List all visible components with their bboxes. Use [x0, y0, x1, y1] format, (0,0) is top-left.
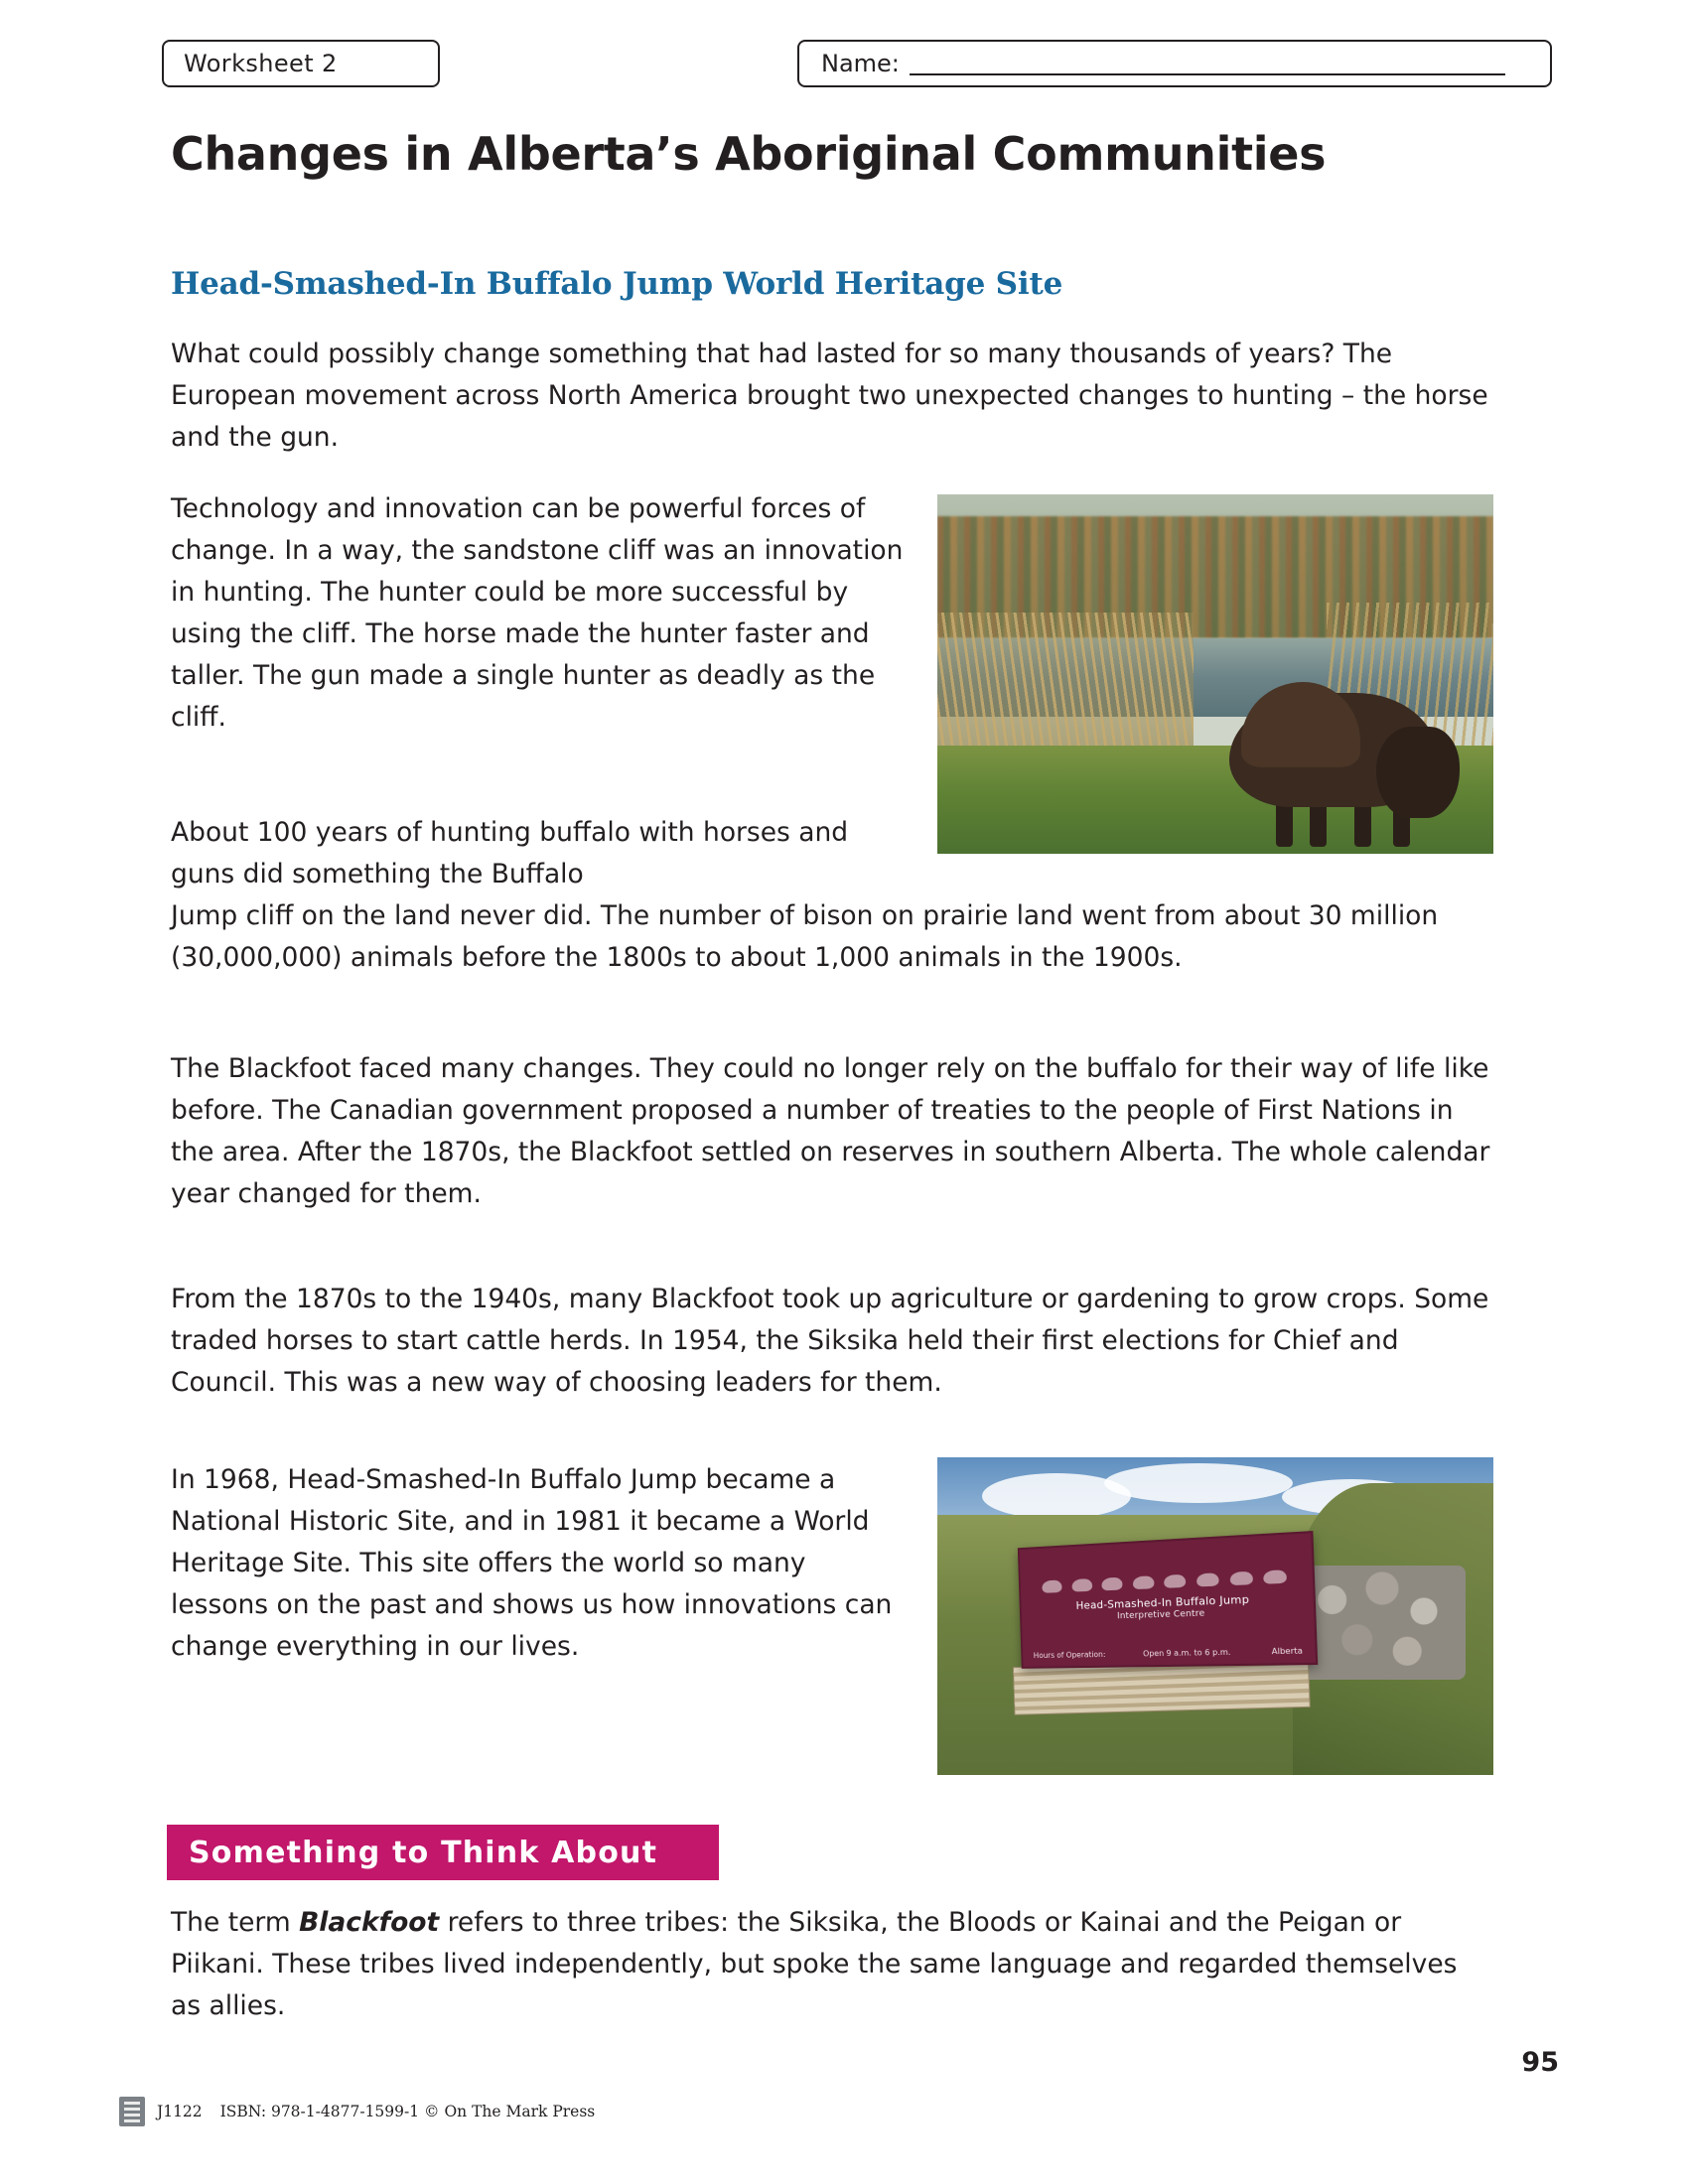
- paragraph-1-container: [171, 334, 1491, 459]
- page-number: 95: [1521, 2047, 1559, 2078]
- dotted-rule-right: [1569, 64, 1623, 68]
- callout-paragraph: [171, 1902, 1491, 2027]
- worksheet-label: Worksheet 2: [184, 50, 338, 77]
- bison-silhouette-icon: [1101, 1577, 1122, 1591]
- bison-head: [1376, 727, 1460, 818]
- callout-heading: Something to Think About: [189, 1835, 658, 1870]
- paragraph-6-container: [171, 1459, 906, 1668]
- callout-paragraph-container: [171, 1902, 1491, 2027]
- sign-brand: Alberta: [1271, 1645, 1303, 1656]
- bison-leg: [1310, 801, 1327, 847]
- sign-bison-silhouettes: [1041, 1556, 1287, 1594]
- dotted-rule-left: [84, 64, 164, 68]
- paragraph-3a: About 100 years of hunting buffalo with horses and guns did something the Buffalo: [171, 817, 849, 889]
- sign-hours-value: Open 9 a.m. to 6 p.m.: [1142, 1647, 1231, 1659]
- footer: [119, 2097, 595, 2126]
- sign-title: Head-Smashed-In Buffalo Jump: [1075, 1592, 1250, 1612]
- sign-hours-label: Hours of Operation:: [1033, 1649, 1106, 1660]
- page-header: [84, 40, 1618, 89]
- paragraph-5-container: [171, 1279, 1491, 1404]
- bison-silhouette-icon: [1071, 1578, 1092, 1592]
- paragraph-3b: Jump cliff on the land never did. The number of bison on prairie land went from about 30 million (30,000,000) animals before the 1800s to about 1,000 animals in the 1900s.: [171, 900, 1439, 973]
- name-label: Name:: [821, 50, 900, 77]
- bison-silhouette-icon: [1263, 1570, 1287, 1584]
- bison-photo: [937, 494, 1493, 854]
- paragraph-6: In 1968, Head-Smashed-In Buffalo Jump became a National Historic Site, and in 1981 it became a World Heritage Site. This site offers the world so many lessons on the past and shows us how innovations can change everything in our lives.: [171, 1464, 893, 1662]
- sign-photo-rock-wall: [1299, 1566, 1466, 1680]
- sign-board-text: [1021, 1590, 1314, 1626]
- bison-silhouette-icon: [1042, 1580, 1061, 1593]
- sign-subtitle: Interpretive Centre: [1116, 1608, 1205, 1622]
- callout-text-before: The term: [171, 1907, 300, 1938]
- paragraph-2-container: [171, 488, 906, 739]
- document-icon: [119, 2097, 145, 2126]
- bison-silhouette-icon: [1132, 1576, 1154, 1590]
- section-heading: Head-Smashed-In Buffalo Jump World Heritage Site: [171, 266, 1063, 302]
- paragraph-4-container: [171, 1048, 1491, 1215]
- paragraph-1: What could possibly change something that had lasted for so many thousands of years? The European movement across North America brought two unexpected changes to hunting – the horse and the gun.: [171, 339, 1488, 453]
- dotted-rule-middle: [452, 64, 794, 68]
- callout-text-bold: Blackfoot: [299, 1907, 440, 1938]
- something-to-think-about-banner: [167, 1825, 719, 1880]
- paragraph-2: Technology and innovation can be powerful forces of change. In a way, the sandstone cliff was an innovation in hunting. The hunter could be more successful by using the cliff. The horse made the hunter faster and taller. The gun made a single hunter as deadly as the cliff.: [171, 493, 904, 733]
- page-title: Changes in Alberta’s Aboriginal Communities: [171, 127, 1327, 181]
- bison-silhouette-icon: [1164, 1574, 1186, 1588]
- name-input-line[interactable]: [910, 52, 1505, 75]
- paragraph-3a-container: [171, 812, 896, 895]
- bison-leg: [1276, 801, 1293, 847]
- paragraph-5: From the 1870s to the 1940s, many Blackfoot took up agriculture or gardening to grow crops. Some traded horses to start cattle herds. In 1954, the Siksika held their first elections for Chief and Council. This was a new way of choosing leaders for them.: [171, 1284, 1489, 1398]
- worksheet-label-box: [162, 40, 440, 87]
- bison-leg: [1354, 801, 1371, 847]
- footer-code: J1122: [157, 2103, 203, 2120]
- sign-board: [1018, 1531, 1319, 1669]
- bison-silhouette-icon: [1229, 1571, 1252, 1585]
- callout-text-after: refers to three tribes: the Siksika, the Bloods or Kainai and the Peigan or Piikani. These tribes lived independently, but spoke the same language and regarded themselves as allies.: [171, 1907, 1458, 2021]
- footer-isbn: ISBN: 978-1-4877-1599-1 © On The Mark Press: [219, 2103, 596, 2120]
- paragraph-4: The Blackfoot faced many changes. They could no longer rely on the buffalo for their way of life like before. The Canadian government proposed a number of treaties to the people of First Nations in the area. After the 1870s, the Blackfoot settled on reserves in southern Alberta. The whole calendar year changed for them.: [171, 1053, 1490, 1209]
- interpretive-centre-sign-photo: [937, 1457, 1493, 1775]
- name-field-box[interactable]: [797, 40, 1552, 87]
- bison-silhouette-icon: [1196, 1573, 1219, 1587]
- sign-footer: [1033, 1646, 1302, 1660]
- paragraph-3b-container: [171, 895, 1491, 979]
